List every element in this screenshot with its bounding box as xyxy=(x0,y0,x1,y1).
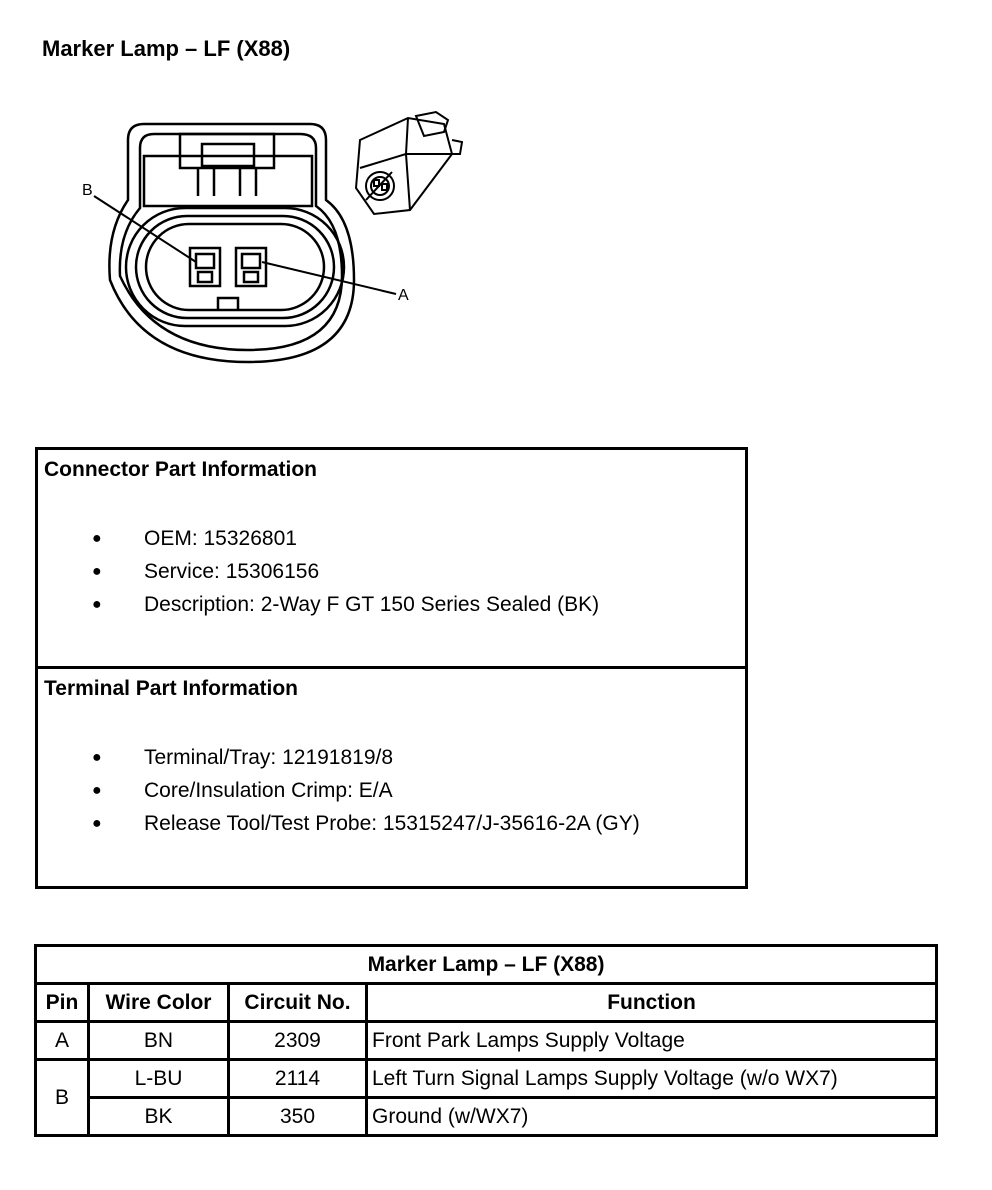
list-item xyxy=(38,774,640,807)
bullet-icon: ● xyxy=(92,563,102,580)
circuit-cell: 2309 xyxy=(229,1022,367,1060)
table-header-row xyxy=(36,984,937,1022)
terminal-part-list xyxy=(38,741,640,840)
table-row xyxy=(36,1098,937,1136)
terminal-part-heading: Terminal Part Information xyxy=(44,677,298,700)
bullet-icon: ● xyxy=(92,815,102,832)
list-item-text: Release Tool/Test Probe: 15315247/J-35616-2A (GY) xyxy=(144,812,640,835)
list-item-text: OEM: 15326801 xyxy=(144,527,297,550)
table-row xyxy=(36,1022,937,1060)
list-item xyxy=(38,588,599,621)
pin-a-callout: A xyxy=(398,287,409,304)
connector-part-list xyxy=(38,522,599,621)
connector-part-info xyxy=(38,450,745,666)
table-title-row xyxy=(36,946,937,984)
circuit-cell: 350 xyxy=(229,1098,367,1136)
list-item xyxy=(38,522,599,555)
bullet-icon: ● xyxy=(92,749,102,766)
list-item-text: Description: 2-Way F GT 150 Series Sealed (BK) xyxy=(144,593,600,616)
connector-part-heading: Connector Part Information xyxy=(44,458,318,481)
wire-color-cell: L-BU xyxy=(89,1060,229,1098)
list-item-text: Service: 15306156 xyxy=(144,560,320,583)
bullet-icon: ● xyxy=(92,530,102,547)
col-header-function: Function xyxy=(367,984,937,1022)
function-cell: Ground (w/WX7) xyxy=(367,1098,937,1136)
function-cell: Left Turn Signal Lamps Supply Voltage (w/o WX7) xyxy=(367,1060,937,1098)
col-header-circuit: Circuit No. xyxy=(229,984,367,1022)
table-row xyxy=(36,1060,937,1098)
part-info-box xyxy=(35,447,748,889)
wire-color-cell: BK xyxy=(89,1098,229,1136)
circuit-cell: 2114 xyxy=(229,1060,367,1098)
pin-b-callout: B xyxy=(82,182,93,199)
col-header-pin: Pin xyxy=(36,984,89,1022)
terminal-part-info xyxy=(38,669,745,886)
list-item-text: Terminal/Tray: 12191819/8 xyxy=(144,746,394,769)
list-item xyxy=(38,555,599,588)
table-title: Marker Lamp – LF (X88) xyxy=(36,946,937,984)
pin-cell: B xyxy=(36,1060,89,1136)
function-cell: Front Park Lamps Supply Voltage xyxy=(367,1022,937,1060)
bullet-icon: ● xyxy=(92,782,102,799)
list-item xyxy=(38,741,640,774)
col-header-wire-color: Wire Color xyxy=(89,984,229,1022)
page-title: Marker Lamp – LF (X88) xyxy=(42,36,291,61)
pin-cell: A xyxy=(36,1022,89,1060)
list-item-text: Core/Insulation Crimp: E/A xyxy=(144,779,393,802)
wire-color-cell: BN xyxy=(89,1022,229,1060)
bullet-icon: ● xyxy=(92,596,102,613)
list-item xyxy=(38,807,640,840)
connector-thumbnail xyxy=(348,110,468,218)
pin-table xyxy=(34,944,938,1137)
